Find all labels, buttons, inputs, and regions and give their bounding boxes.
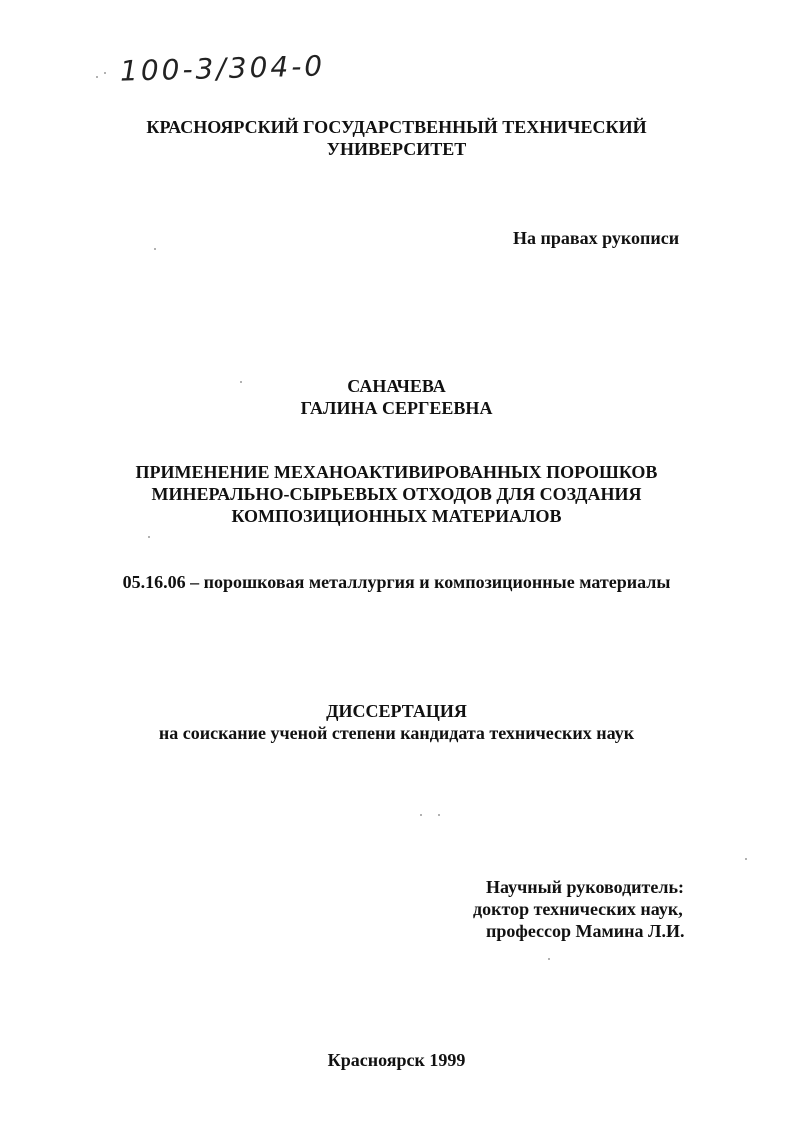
specialty-code: 05.16.06 – порошковая металлургия и композиционные материалы [122,572,671,592]
scan-speck [438,814,440,816]
dissertation-title-line2: МИНЕРАЛЬНО-СЫРЬЕВЫХ ОТХОДОВ ДЛЯ СОЗДАНИЯ [151,484,642,504]
scan-speck [148,536,150,538]
scan-speck [96,76,98,78]
scan-speck [104,72,106,74]
archive-number-handwritten: 100-3/304-0 [119,49,326,88]
supervisor-degree: доктор технических наук, [473,899,683,919]
supervisor-name: профессор Мамина Л.И. [486,921,685,941]
scan-speck [745,858,747,860]
scan-speck [548,958,550,960]
university-name-line1: КРАСНОЯРСКИЙ ГОСУДАРСТВЕННЫЙ ТЕХНИЧЕСКИЙ [146,117,647,137]
scan-speck [420,814,422,816]
scan-speck [240,381,242,383]
city-year: Красноярск 1999 [327,1050,466,1070]
manuscript-note: На правах рукописи [513,228,680,248]
degree-sought: на соискание ученой степени кандидата технических наук [158,723,635,743]
supervisor-heading: Научный руководитель: [486,877,684,897]
scan-speck [154,248,156,250]
university-name-line2: УНИВЕРСИТЕТ [326,139,467,159]
author-given-names: ГАЛИНА СЕРГЕЕВНА [300,398,493,418]
dissertation-title-line1: ПРИМЕНЕНИЕ МЕХАНОАКТИВИРОВАННЫХ ПОРОШКОВ [135,462,658,482]
work-type-label: ДИССЕРТАЦИЯ [326,701,467,721]
author-surname: САНАЧЕВА [347,376,446,396]
dissertation-title-line3: КОМПОЗИЦИОННЫХ МАТЕРИАЛОВ [231,506,562,526]
